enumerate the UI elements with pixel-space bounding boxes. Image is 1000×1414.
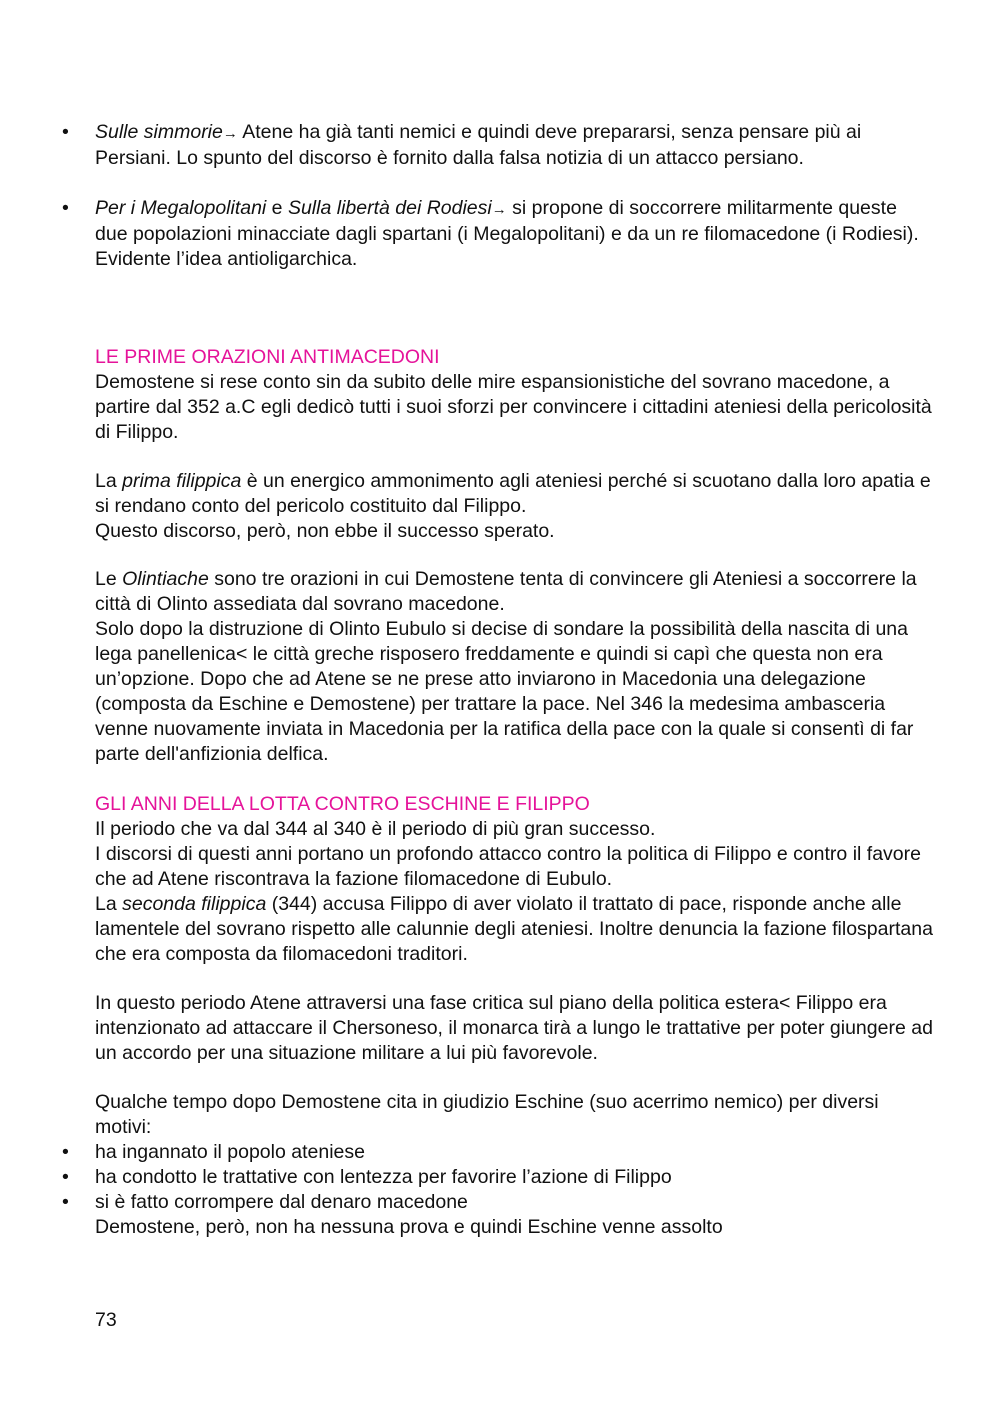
section-prime-orazioni xyxy=(95,345,935,445)
paragraph: Il periodo che va dal 344 al 340 è il periodo di più gran successo. xyxy=(95,818,656,840)
oration-title: Per i Megalopolitani xyxy=(95,197,267,219)
paragraph: Qualche tempo dopo Demostene cita in giudizio Eschine (suo acerrimo nemico) per diversi motivi: xyxy=(95,1091,879,1138)
arrow-icon: → xyxy=(491,201,507,218)
list-item-text: Sulle simmorie→ Atene ha già tanti nemici e quindi deve prepararsi, senza pensare più ai Persiani. Lo spunto del discorso è fornito dalla falsa notizia di un attacco persiano. xyxy=(95,121,862,169)
bullet-icon: • xyxy=(62,1166,69,1188)
paragraph: Demostene si rese conto sin da subito delle mire espansionistiche del sovrano macedone, a partire dal 352 a.C egli dedicò tutti i suoi sforzi per convincere i cittadini ateniesi della pericolosità di Filippo. xyxy=(95,371,932,443)
list-item xyxy=(62,1140,932,1165)
list-item-text: Per i Megalopolitani e Sulla libertà dei Rodiesi→ si propone di soccorrere militarmente queste due popolazioni minacciate dagli spartani (i Megalopolitani) e da un re filomacedone (i Rodiesi). Evidente l’idea antioligarchica. xyxy=(95,197,919,270)
list-item-text: ha condotto le trattative con lentezza per favorire l’azione di Filippo xyxy=(95,1166,672,1188)
paragraph: Le Olintiache sono tre orazioni in cui Demostene tenta di convincere gli Ateniesi a soccorrere la città di Olinto assediata dal sovrano macedone. xyxy=(95,568,917,615)
paragraph: Demostene, però, non ha nessuna prova e quindi Eschine venne assolto xyxy=(95,1216,723,1238)
bullet-icon: • xyxy=(62,1141,69,1163)
bullet-icon: • xyxy=(62,197,69,219)
list-item-text: ha ingannato il popolo ateniese xyxy=(95,1141,365,1163)
paragraph-prima-filippica xyxy=(95,469,935,544)
paragraph: In questo periodo Atene attraversi una fase critica sul piano della politica estera< Filippo era intenzionato ad attaccare il Chersoneso, il monarca tirà a lungo le trattative per poter giungere ad un accordo per una situazione militare a lui più favorevole. xyxy=(95,992,933,1064)
oration-title: Sulla libertà dei Rodiesi xyxy=(287,197,492,219)
bullet-icon: • xyxy=(62,121,69,143)
bullet-icon: • xyxy=(62,1191,69,1213)
section-heading: GLI ANNI DELLA LOTTA CONTRO ESCHINE E FILIPPO xyxy=(95,793,590,815)
paragraph: La seconda filippica (344) accusa Filippo di aver violato il trattato di pace, risponde anche alle lamentele del sovrano rispetto alle calunnie degli ateniesi. Inoltre denuncia la fazione filospartana che era composta da filomacedoni traditori. xyxy=(95,893,933,965)
page-number: 73 xyxy=(95,1309,117,1331)
paragraph: La prima filippica è un energico ammonimento agli ateniesi perché si scuotano dalla loro apatia e si rendano conto del pericolo costituito dal Filippo. xyxy=(95,470,931,517)
oration-title: Sulle simmorie xyxy=(95,121,223,143)
paragraph: Solo dopo la distruzione di Olinto Eubulo si decise di sondare la possibilità della nascita di una lega panellenica< le città greche risposero freddamente e quindi si capì che questa non era un’opzione. Dopo che ad Atene se ne prese atto inviarono in Macedonia una delegazione (composta da Eschine e Demostene) per trattare la pace. Nel 346 la medesima ambasceria venne nuovamente inviata in Macedonia per la ratifica della pace con la quale si consentì di far parte dell'anfizionia delfica. xyxy=(95,618,914,765)
arrow-icon: → xyxy=(222,125,238,142)
list-item xyxy=(62,1165,932,1190)
list-item xyxy=(62,1190,932,1215)
paragraph-politica-estera xyxy=(95,991,935,1066)
paragraph: Questo discorso, però, non ebbe il successo sperato. xyxy=(95,520,555,542)
paragraph-olintiache xyxy=(95,567,935,767)
section-lotta-eschine-filippo xyxy=(95,792,935,967)
section-heading: LE PRIME ORAZIONI ANTIMACEDONI xyxy=(95,346,440,368)
list-item xyxy=(62,196,932,272)
list-item xyxy=(62,120,932,171)
closing-line xyxy=(95,1215,935,1240)
paragraph: I discorsi di questi anni portano un profondo attacco contro la politica di Filippo e contro il favore che ad Atene riscontrava la fazione filomacedone di Eubulo. xyxy=(95,843,921,890)
list-item-text: si è fatto corrompere dal denaro macedone xyxy=(95,1191,468,1213)
paragraph-citazione xyxy=(95,1090,935,1140)
